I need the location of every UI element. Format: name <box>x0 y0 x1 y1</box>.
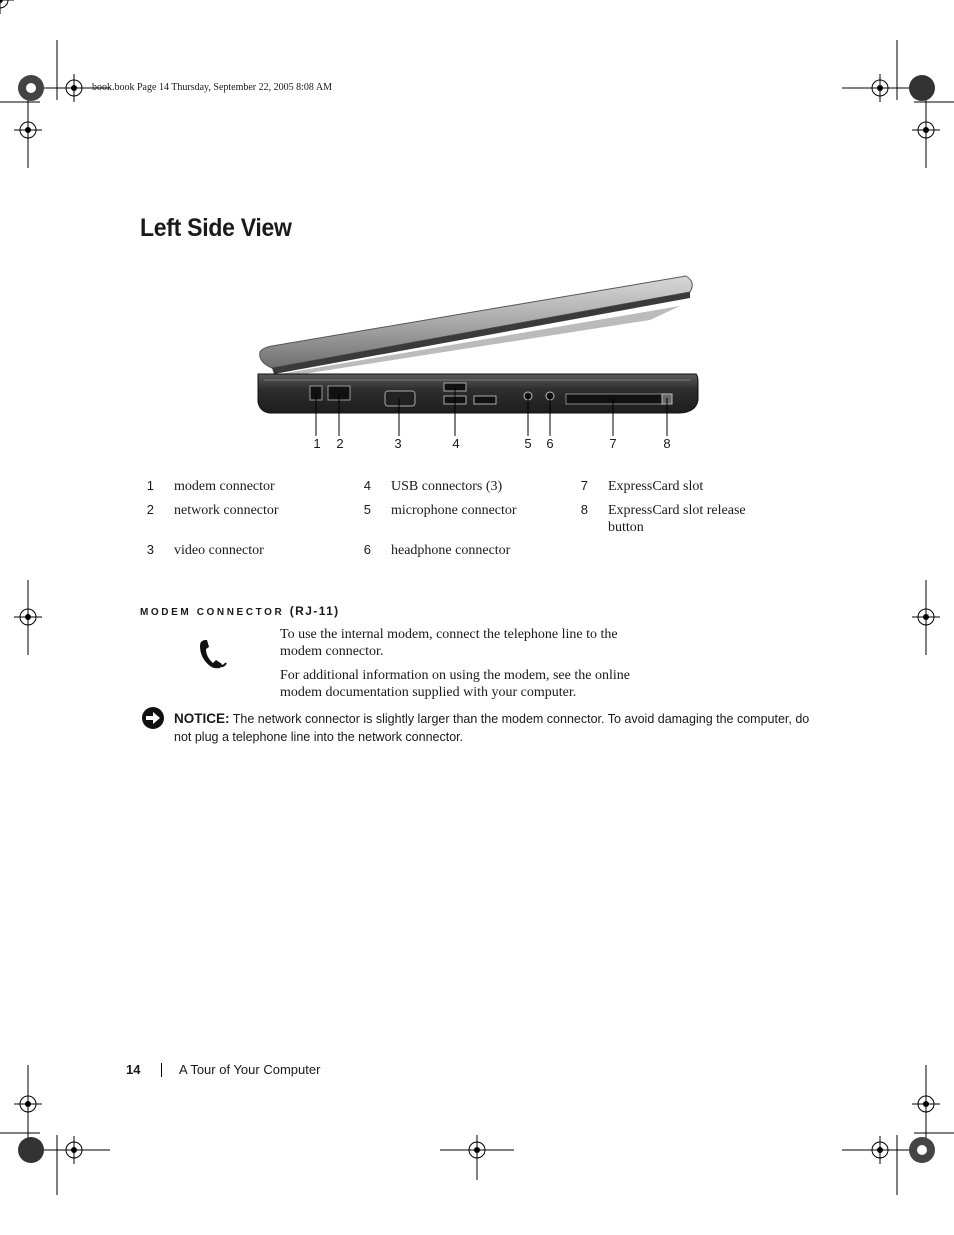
callout-8: 8 <box>663 436 671 451</box>
callout-4: 4 <box>452 436 460 451</box>
notice-text: NOTICE: The network connector is slightly larger than the modem connector. To avoid damaging the computer, do not plug a telephone line into the network connector. <box>174 711 810 744</box>
callout-6: 6 <box>546 436 554 451</box>
callout-5: 5 <box>524 436 532 451</box>
footer-chapter: A Tour of Your Computer <box>179 1062 321 1077</box>
notice-arrow-icon <box>141 706 165 730</box>
notice-label: NOTICE: <box>174 711 230 726</box>
page-title: Left Side View <box>140 214 292 242</box>
callout-2: 2 <box>336 436 344 451</box>
section-heading: MODEM CONNECTOR (RJ-11) <box>140 604 340 618</box>
footer-divider <box>161 1063 162 1077</box>
callout-3: 3 <box>394 436 402 451</box>
running-header: book.book Page 14 Thursday, September 22, 2005 8:08 AM <box>92 82 332 93</box>
callout-1: 1 <box>313 436 321 451</box>
modem-paragraph-1: To use the internal modem, connect the telephone line to the modem connector. <box>280 627 618 659</box>
registration-target-icon <box>0 0 14 14</box>
laptop-left-side-illustration <box>250 270 710 450</box>
callout-7: 7 <box>609 436 617 451</box>
telephone-handset-icon <box>190 636 230 672</box>
page-number: 14 <box>126 1062 141 1077</box>
modem-paragraph-2: For additional information on using the modem, see the online modem documentation supplied with your computer. <box>280 668 630 700</box>
